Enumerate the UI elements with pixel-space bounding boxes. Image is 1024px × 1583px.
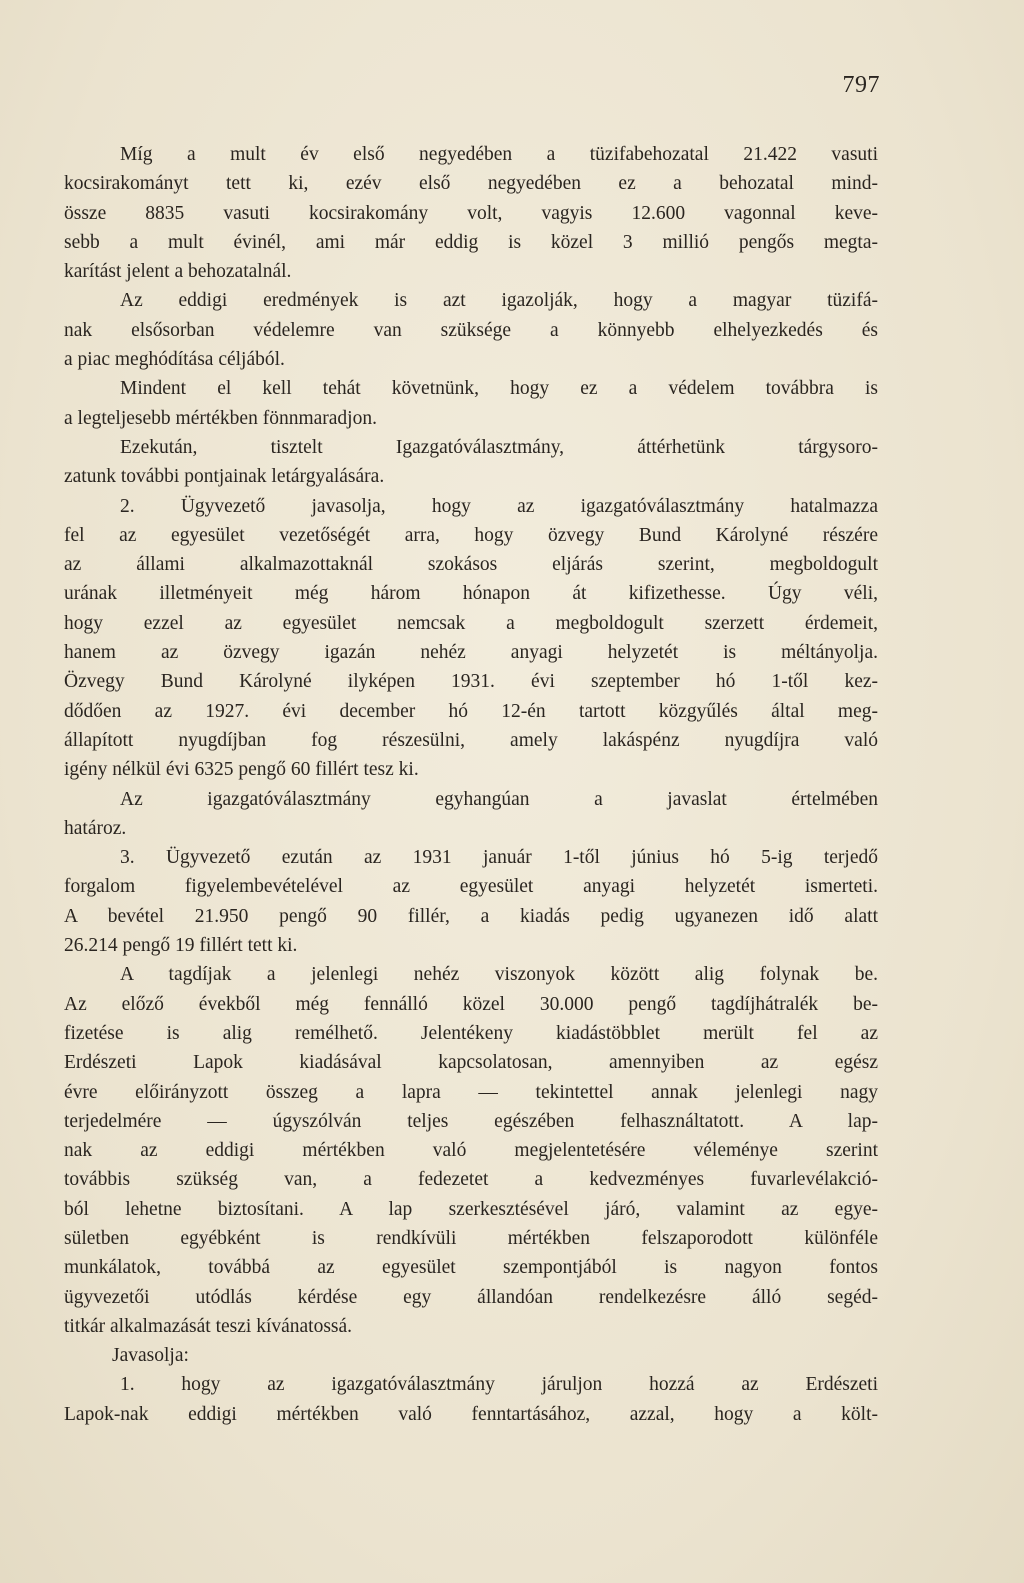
- text-line: nak az eddigi mértékben való megjelentetésére véleménye szerint: [64, 1140, 878, 1162]
- text-line: Lapok-nak eddigi mértékben való fenntartásához, azzal, hogy a költ-: [64, 1403, 878, 1425]
- text-line: Özvegy Bund Károlyné ilyképen 1931. évi szeptember hó 1-től kez-: [64, 671, 878, 693]
- text-line: össze 8835 vasuti kocsirakomány volt, vagyis 12.600 vagonnal keve-: [64, 202, 878, 224]
- text-line: határoz.: [64, 817, 127, 839]
- text-line: Az igazgatóválasztmány egyhangúan a javaslat értelmében: [120, 788, 878, 810]
- text-line: Míg a mult év első negyedében a tüzifabehozatal 21.422 vasuti: [120, 144, 878, 165]
- text-line: az állami alkalmazottaknál szokásos eljárás szerint, megboldogult: [64, 554, 878, 576]
- text-line: dődően az 1927. évi december hó 12-én tartott közgyűlés által meg-: [64, 700, 878, 722]
- text-line: Ezekután, tisztelt Igazgatóválasztmány, áttérhetünk tárgysoro-: [120, 436, 878, 458]
- text-line: forgalom figyelembevételével az egyesület anyagi helyzetét ismerteti.: [64, 876, 878, 898]
- text-line: ból lehetne biztosítani. A lap szerkesztésével járó, valamint az egye-: [64, 1198, 878, 1220]
- text-line: Erdészeti Lapok kiadásával kapcsolatosan, amennyiben az egész: [64, 1052, 878, 1074]
- text-line: Javasolja:: [112, 1345, 189, 1367]
- page-number: 797: [842, 72, 880, 98]
- text-line: kocsirakományt tett ki, ezév első negyedében ez a behozatal mind-: [64, 173, 878, 195]
- text-line: a legteljesebb mértékben fönnmaradjon.: [64, 407, 377, 429]
- text-line: 1. hogy az igazgatóválasztmány járuljon hozzá az Erdészeti: [120, 1374, 878, 1396]
- text-line: sületben egyébként is rendkívüli mértékben felszaporodott különféle: [64, 1227, 878, 1249]
- body-text: [64, 140, 878, 1429]
- text-line: munkálatok, továbbá az egyesület szempontjából is nagyon fontos: [64, 1257, 878, 1279]
- text-line: Az előző évekből még fennálló közel 30.000 pengő tagdíjhátralék be-: [64, 993, 878, 1015]
- text-line: Mindent el kell tehát követnünk, hogy ez a védelem továbbra is: [120, 378, 878, 400]
- text-line: titkár alkalmazását teszi kívánatossá.: [64, 1315, 353, 1337]
- text-line: terjedelmére — úgyszólván teljes egészében felhasználtatott. A lap-: [64, 1110, 878, 1132]
- text-line: 2. Ügyvezető javasolja, hogy az igazgatóválasztmány hatalmazza: [120, 495, 878, 517]
- text-line: fel az egyesület vezetőségét arra, hogy özvegy Bund Károlyné részére: [64, 524, 878, 546]
- text-line: fizetése is alig remélhető. Jelentékeny kiadástöbblet merült fel az: [64, 1022, 878, 1044]
- text-line: Az eddigi eredmények is azt igazolják, hogy a magyar tüzifá-: [120, 290, 878, 312]
- text-line: ügyvezetői utódlás kérdése egy állandóan rendelkezésre álló segéd-: [64, 1286, 878, 1308]
- text-line: sebb a mult évinél, ami már eddig is közel 3 millió pengős megta-: [64, 231, 878, 253]
- text-line: a piac meghódítása céljából.: [64, 349, 285, 371]
- text-line: urának illetményeit még három hónapon át kifizethesse. Úgy véli,: [64, 583, 878, 605]
- text-line: A bevétel 21.950 pengő 90 fillér, a kiadás pedig ugyanezen idő alatt: [64, 905, 878, 927]
- text-line: továbbis szükség van, a fedezetet a kedvezményes fuvarlevélakció-: [64, 1169, 878, 1191]
- text-line: állapított nyugdíjban fog részesülni, amely lakáspénz nyugdíjra való: [64, 729, 878, 751]
- text-line: zatunk további pontjainak letárgyalására.: [64, 466, 385, 488]
- text-line: igény nélkül évi 6325 pengő 60 fillért tesz ki.: [64, 759, 419, 781]
- text-line: A tagdíjak a jelenlegi nehéz viszonyok között alig folynak be.: [120, 964, 878, 986]
- text-line: hanem az özvegy igazán nehéz anyagi helyzetét is méltányolja.: [64, 642, 878, 664]
- text-line: 3. Ügyvezető ezután az 1931 január 1-től június hó 5-ig terjedő: [120, 847, 878, 869]
- text-line: hogy ezzel az egyesület nemcsak a megboldogult szerzett érdemeit,: [64, 612, 878, 634]
- text-line: nak elsősorban védelemre van szüksége a könnyebb elhelyezkedés és: [64, 319, 878, 341]
- text-line: karítást jelent a behozatalnál.: [64, 261, 292, 283]
- text-line: 26.214 pengő 19 fillért tett ki.: [64, 935, 298, 957]
- text-line: évre előirányzott összeg a lapra — tekintettel annak jelenlegi nagy: [64, 1081, 878, 1103]
